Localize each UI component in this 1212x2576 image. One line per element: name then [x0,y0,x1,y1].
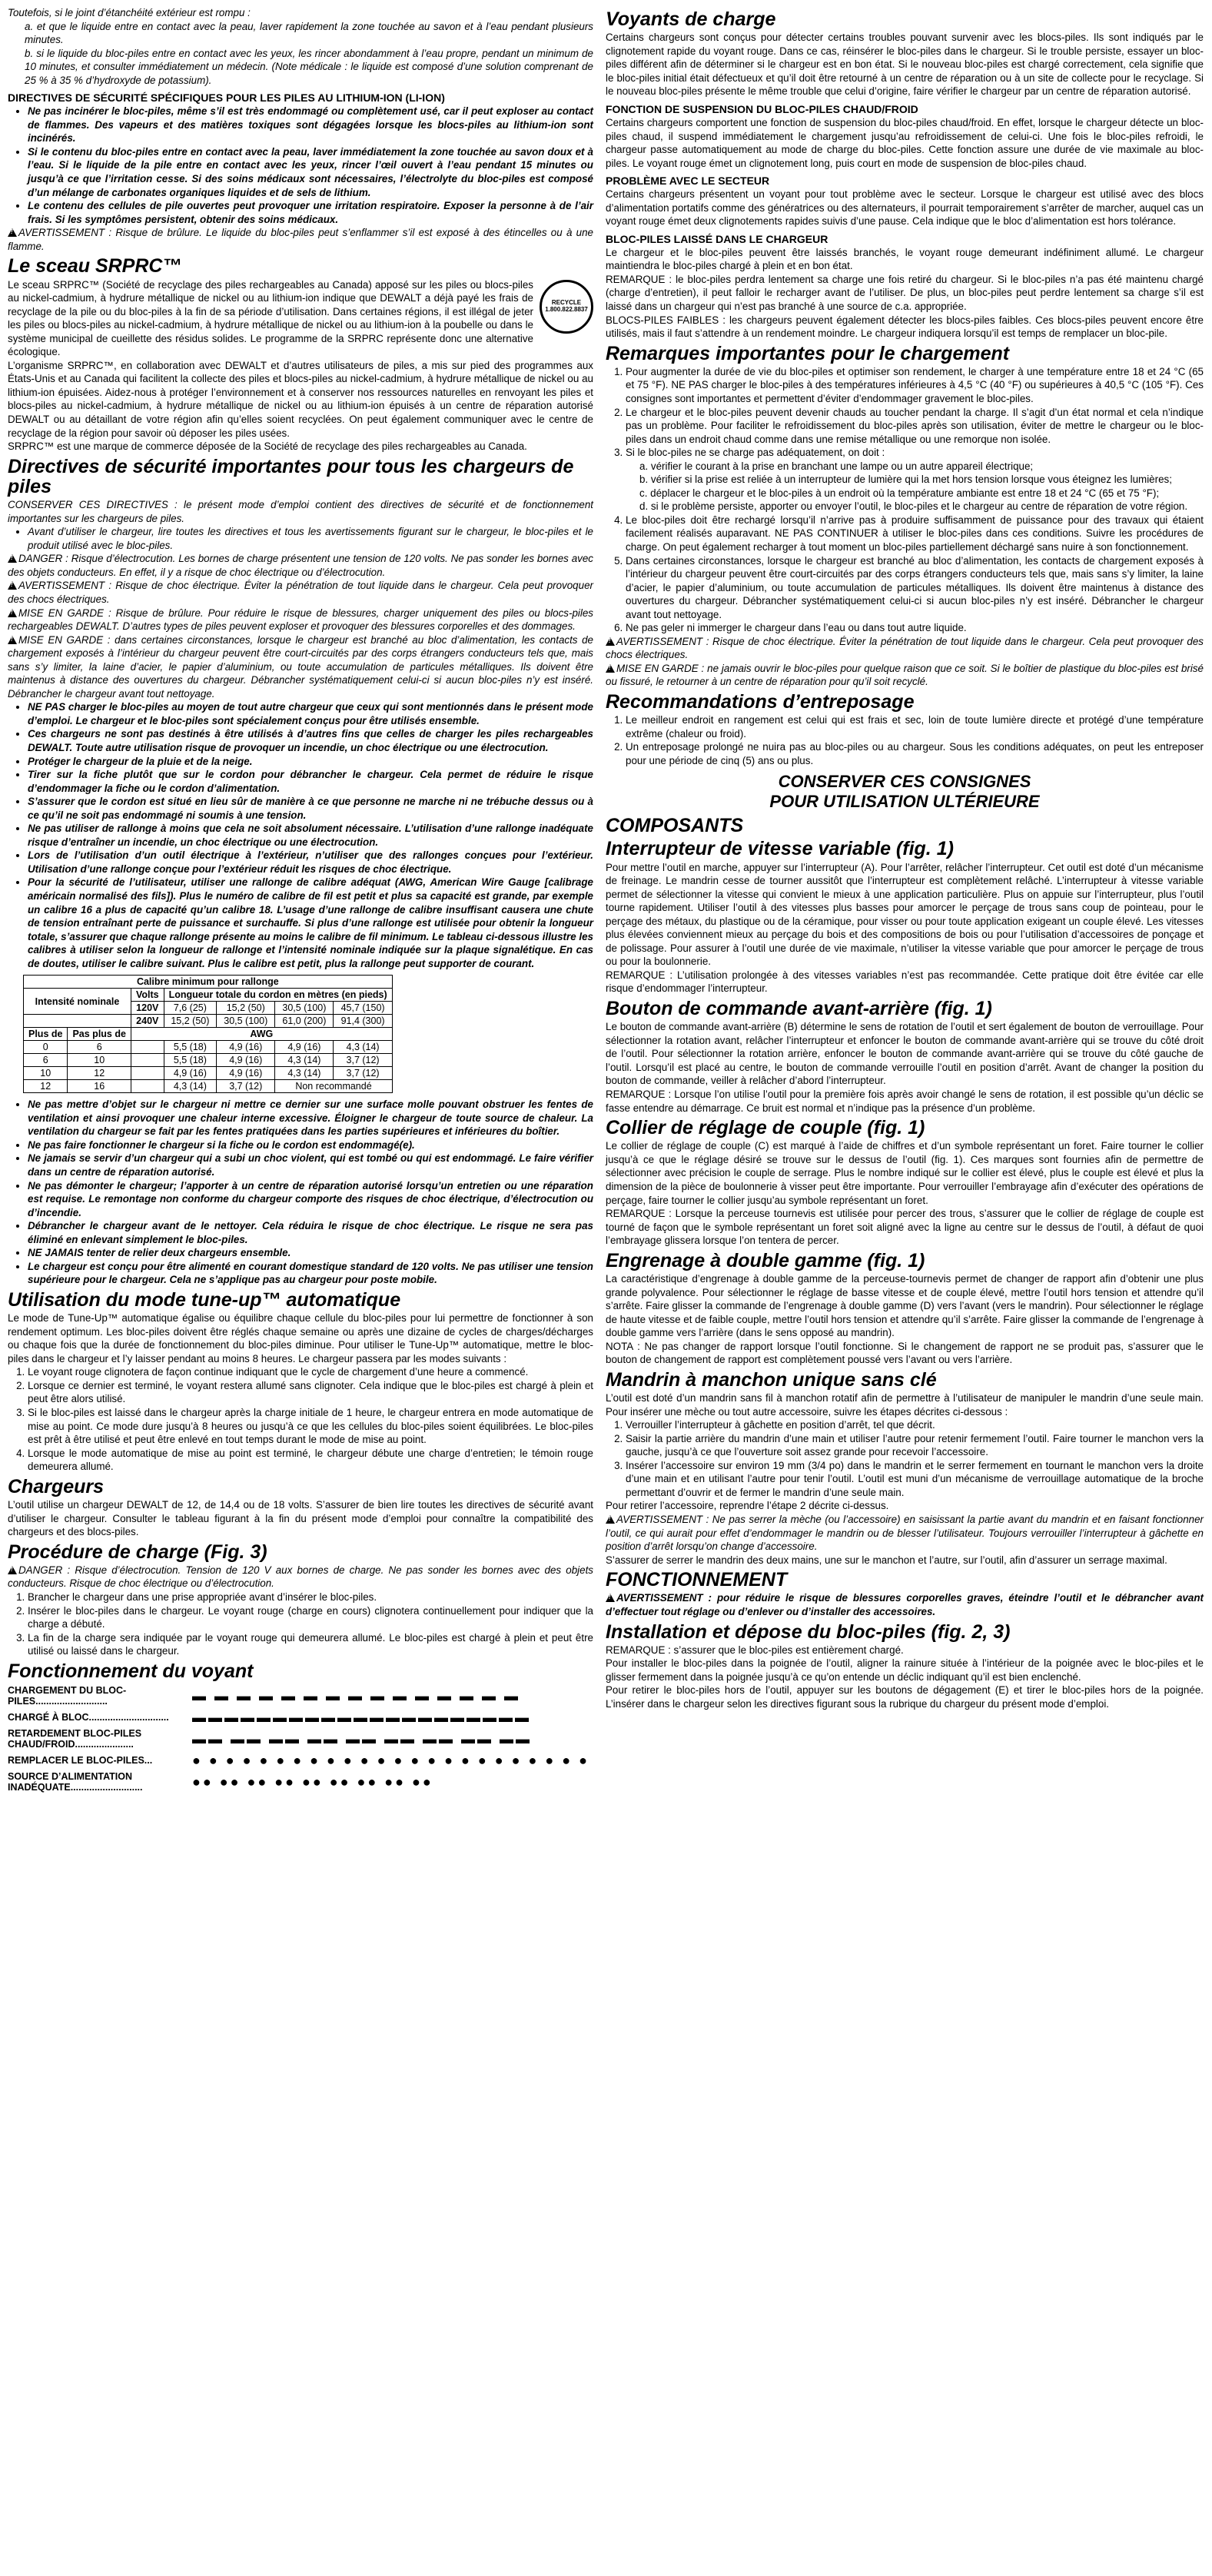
table-cell: 4,9 (16) [275,1041,334,1054]
table-cell: 5,5 (18) [164,1054,217,1067]
list-item: 2. Le chargeur et le bloc-piles peuvent devenir chauds au toucher pendant la charge. Il s’agit d’un état normal et cela n’indique pas un problème. Pour faciliter le refroidissement du bloc-piles après son utilisation, éviter de mettre le chargeur ou le bloc-piles dans un endroit chaud comme dans une remise métallique ou une remorque non isolée. [626,406,1204,447]
warning-text: AVERTISSEMENT : Risque de choc électrique. Éviter la pénétration de tout liquide dans le chargeur. Cela peut provoquer des chocs électriques. [8,580,593,605]
indicator-row [8,1750,593,1772]
warning-icon [8,581,17,590]
bouton-paragraph: Le bouton de commande avant-arrière (B) détermine le sens de rotation de l’outil et sert également de bouton de verrouillage. Pour sélectionner la rotation avant, relâcher l’interrupteur et enfoncer le bouton de commande avant-arrière qui se trouve du côté droit de l’outil. Pour sélectionner la rotation arrière, enfoncer le bouton de commande avant-arrière qui se trouve du côté gauche de l’outil. Lorsqu’il est placé au centre, le bouton de commande verrouille l’outil en position d’arrêt. Avant de changer la position du bouton de commande, veiller à relâcher d’abord l’interrupteur. [606,1021,1204,1087]
table-cell: 6 [24,1054,68,1067]
table-header: Intensité nominale [24,989,131,1015]
indicator-heading: Fonctionnement du voyant [8,1660,254,1682]
indicator-row [8,1729,593,1750]
danger-text: DANGER : Risque d’électrocution. Tension de 120 V aux bornes de charge. Ne pas sonder les bornes avec des objets conducteurs. Risque de choc électrique ou d’électrocution. [8,1564,593,1590]
interrupteur-paragraph: Pour mettre l’outil en marche, appuyer sur l’interrupteur (A). Pour l’arrêter, relâcher l’interrupteur. Cet outil est doté d’un mécanisme de freinage. Le mandrin cesse de tourner aussitôt que l’interrupteur est complètement relâché. L’interrupteur à vitesse variable permet de sélectionner la vitesse qui convient le mieux à une application particulière. Plus on appuie sur l’interrupteur, plus l’outil tourne rapidement. Utiliser l’outil à des vitesses plus basses pour amorcer le perçage de trous sans coup de pointeau, pour le perçage des métaux, du plastique ou de la céramique, pour visser ou pour toute application exigeant un couple élevé. Les vitesses plus élevées conviennent mieux au perçage du bois et des compositions de bois ou pour l’utilisation d’accessoires de ponçage et de polissage. Pour assurer à l’outil une durée de vie maximale, n’utiliser la vitesse variable que pour amorcer le perçage de trous ou pour la boulonnerie. [606,861,1204,968]
mandrin-heading: Mandrin à manchon unique sans clé [606,1368,937,1391]
tuneup-heading: Utilisation du mode tune-up™ automatique [8,1288,401,1311]
installation-paragraph: Pour installer le bloc-piles dans la poignée de l’outil, aligner la rainure située à l’intérieur de la poignée avec le bloc-piles et le glisser fermement dans la poignée jusqu’à ce qu’on entende un déclic indiquant qu’il est bien enclenché. [606,1657,1204,1683]
mandrin-steps [606,1418,1204,1499]
warning-icon [8,228,17,237]
liion-heading: DIRECTIVES DE SÉCURITÉ SPÉCIFIQUES POUR LES PILES AU LITHIUM-ION (LI-ION) [8,91,445,105]
table-cell: 15,2 (50) [217,1002,275,1015]
chargers-heading: Directives de sécurité importantes pour tous les chargeurs de piles [8,455,574,497]
installation-paragraph: Pour retirer le bloc-piles hors de l’outil, appuyer sur les boutons de dégagement (E) et tirer le bloc-piles hors de la poignée. L’insérer dans le chargeur selon les directives figurant sous la rubrique du chargeur du présent mode d’emploi. [606,1684,1204,1710]
table-cell: 4,3 (14) [275,1054,334,1067]
table-cell: 5,5 (18) [164,1041,217,1054]
rule-item: • Pour la sécurité de l’utilisateur, utiliser une rallonge de calibre adéquat (AWG, American Wire Gauge [calibrage américain normalisé des fils]). Plus le numéro de calibre de fil est petit et plus sa capacité est grande, par exemple un calibre 16 a plus de capacité qu’un calibre 18. L’usage d’une rallonge de calibre insuffisant causera une chute de tension entraînant perte de puissance et surchauffe. Si plus d’une rallonge est utilisée pour obtenir la longueur totale, s’assurer que chaque rallonge présente au moins le calibre de fil minimum. Le tableau ci-dessous illustre les calibres à utiliser selon la longueur de rallonge et l’intensité nominale indiquée sur la plaque signalétique. En cas de doutes, utiliser le calibre suivant. Plus le calibre est petit, plus la rallonge peut supporter de courant. [28,876,593,970]
table-cell: 10 [24,1067,68,1080]
conserve-banner [606,772,1204,811]
list-item: 3. La fin de la charge sera indiquée par le voyant rouge qui demeurera allumé. Le bloc-piles est chargé à plein et peut être utilisé ou laissé dans le chargeur. [28,1631,593,1658]
laisse-remark: REMARQUE : le bloc-piles perdra lentement sa charge une fois retiré du chargeur. Si le bloc-piles n’a pas été maintenu chargé (charge d’entretien), il peut falloir le recharger avant de l’utiliser. De plus, un bloc-piles peut perdre lentement sa charge s’il est laissé dans un chargeur qui n’est pas branché à une source de c.a. appropriée. [606,273,1204,312]
table-cell: 10 [68,1054,131,1067]
indicator-row [8,1686,593,1707]
srprc-paragraph: SRPRC™ est une marque de commerce déposée de la Société de recyclage des piles rechargeables au Canada. [8,440,527,453]
blink-pattern: ●● ●● ●● ●● ●● ●● ●● ●● ●● [192,1774,433,1790]
chargers-bullet: • Avant d’utiliser le chargeur, lire toutes les directives et tous les avertissements figurant sur le chargeur, le bloc-piles et le produit utilisé avec le bloc-piles. [28,525,593,552]
engrenage-paragraph: La caractéristique d’engrenage à double gamme de la perceuse-tournevis permet de changer de rapport afin d’obtenir une plus grande polyvalence. Pour sélectionner le réglage de basse vitesse et de couple élevé, mettre l’outil hors tension et attendre qu’il s’arrête. Faire glisser la commande de l’engrenage à double gamme (D) vers l’avant (vers le mandrin). Pour sélectionner le réglage de haute vitesse et de faible couple, mettre l’outil hors tension et attendre qu’il s’arrête. Faire glisser la commande de l’engrenage à double gamme vers l’arrière (dans le sens opposé au mandrin). [606,1272,1204,1339]
bouton-remark: REMARQUE : Lorsque l’on utilise l’outil pour la première fois après avoir changé le sens de rotation, il est possible qu’un déclic se fasse entendre au démarrage. Ce bruit est normal et n’indique pas la présence d’un problème. [606,1089,1204,1114]
storage-list [606,713,1204,767]
table-cell: 3,7 (12) [334,1054,392,1067]
interrupteur-heading: Interrupteur de vitesse variable (fig. 1) [606,838,954,860]
indicator-label: CHARGEMENT DU BLOC-PILES........................... [8,1685,127,1707]
remarques-list-2 [606,514,1204,635]
blink-pattern: ▬ ▬ ▬ ▬ ▬ ▬ ▬ ▬ ▬ ▬ ▬ ▬ ▬ ▬ ▬ [192,1688,521,1704]
table-cell: 3,7 (12) [334,1067,392,1080]
list-item: 1. Brancher le chargeur dans une prise appropriée avant d’insérer le bloc-piles. [28,1590,593,1604]
collier-heading: Collier de réglage de couple (fig. 1) [606,1117,925,1139]
fonctionnement-heading: FONCTIONNEMENT [606,1569,788,1591]
tuneup-paragraph: Le mode de Tune-Up™ automatique égalise ou équilibre chaque cellule du bloc-piles pour lui permettre de fonctionner à son rendement optimum. Les bloc-piles doivent être réglés chaque semaine ou après une dizaine de cycles de charges/décharges ou chaque fois que la durée de fonctionnement du bloc-piles diminue. Pour utiliser le Tune-Up™ automatique, mettre le bloc-piles dans le chargeur et l’y laisser pendant au moins 8 heures. Le chargeur passera par les modes suivants : [8,1312,593,1364]
list-item: 2. Insérer le bloc-piles dans le chargeur. Le voyant rouge (charge en cours) clignotera continuellement pour indiquer que la charge a débuté. [28,1604,593,1631]
table-cell: 4,3 (14) [334,1041,392,1054]
rule-item: • Lors de l’utilisation d’un outil électrique à l’extérieur, n’utiliser que des rallonges conçues pour l’extérieur. Utilisation d’une rallonge conçue pour l’extérieur réduit les risques de choc électrique. [28,849,593,876]
rule-item: • NE JAMAIS tenter de relier deux chargeurs ensemble. [28,1246,593,1260]
rule-item: • Le chargeur est conçu pour être alimenté en courant domestique standard de 120 volts. Ne pas utiliser une tension supérieure pour le chargeur. Cela ne s’applique pas au chargeur pour poste mobile. [28,1260,593,1287]
table-cell: 30,5 (100) [275,1002,334,1015]
procedure-heading: Procédure de charge (Fig. 3) [8,1541,267,1563]
composants-heading: COMPOSANTS [606,815,744,837]
intro-item-b: b. si le liquide du bloc-piles entre en contact avec les yeux, les rincer abondamment à l’eau propre, pendant un minimum de 10 minutes, et consulter immédiatement un médecin. (Note médicale : le liquide est composé d’une solution comprenant de 25 % à 35 % d’hydroxyde de potassium). [25,47,593,86]
table-header: Volts [131,989,164,1002]
table-cell: 7,6 (25) [164,1002,217,1015]
caution-text: MISE EN GARDE : dans certaines circonstances, lorsque le chargeur est branché au bloc d’alimentation, les contacts de chargement exposés à l’intérieur du chargeur peuvent être court-circuités par des corps étrangers conducteurs tels que, mais sans s’y limiter, la laine d’acier, le papier d’aluminium, ou toute accumulation de particules métalliques. Ils doivent être maintenus à distance des ouvertures du chargeur. Débrancher systématiquement celui-ci si aucun bloc-piles n’y est inséré. Débrancher le chargeur avant tout nettoyage. [8,633,593,700]
warning-icon [8,609,17,617]
list-item: 4. Lorsque le mode automatique de mise au point est terminé, le chargeur débute une charge d’entretien; le témoin rouge demeurera allumé. [28,1447,593,1474]
secteur-paragraph: Certains chargeurs présentent un voyant pour tout problème avec le secteur. Lorsque le chargeur est utilisé avec des blocs d’alimentation portatifs comme des génératrices ou des alternateurs, il pourrait temporairement s’arrêter de marcher, auquel cas un voyant rouge émet deux clignotements rapides suivis d’une pause. Cela indique que le bloc d’alimentation est hors tolérance. [606,188,1204,228]
mandrin-paragraph: L’outil est doté d’un mandrin sans fil à manchon rotatif afin de permettre à l’utilisateur de manipuler le mandrin d’une seule main. Pour insérer une mèche ou tout autre accessoire, suivre les étapes décrites ci-dessous : [606,1392,1204,1418]
rule-item: • Tirer sur la fiche plutôt que sur le cordon pour débrancher le chargeur. Cela permet de réduire le risque d’endommager la fiche ou le cordon d’alimentation. [28,768,593,795]
intro-line: Toutefois, si le joint d’étanchéité extérieur est rompu : [8,7,251,18]
rule-item: • S’assurer que le cordon est situé en lieu sûr de manière à ce que personne ne marche ni ne trébuche dessus ou à ce qu’il ne soit pas endommagé ni soumis à une tension. [28,795,593,822]
suspension-heading: FONCTION DE SUSPENSION DU BLOC-PILES CHAUD/FROID [606,102,918,115]
indicator-label: REMPLACER LE BLOC-PILES... [8,1755,153,1767]
list-item: 3. Insérer l’accessoire sur environ 19 mm (3/4 po) dans le mandrin et le serrer fermement en tournant le manchon vers la droite d’une main et en utilisant l’autre pour tenir l’outil. L’outil est muni d’un mécanisme de verrouillage automatique de la broche permettant d’ouvrir et de fermer le mandrin d’une seule main. [626,1459,1204,1500]
srprc-heading: Le sceau SRPRC™ [8,255,182,278]
indicator-label: CHARGÉ À BLOC.............................. [8,1712,169,1723]
chargeurs-heading: Chargeurs [8,1475,105,1497]
table-cell: 91,4 (300) [334,1015,392,1028]
engrenage-note: NOTA : Ne pas changer de rapport lorsque l’outil fonctionne. Si le changement de rapport ne se produit pas, s’assurer que le bouton de changement de rapport est complètement poussé vers l’avant ou vers l’arrière. [606,1340,1204,1366]
conserve-line: CONSERVER CES CONSIGNES [778,772,1031,792]
rule-item: • Ne jamais se servir d’un chargeur qui a subi un choc violent, qui est tombé ou qui est endommagé. Le faire vérifier dans un centre de réparation autorisé. [28,1152,593,1178]
blink-pattern: ● ● ● ● ● ● ● ● ● ● ● ● ● ● ● ● ● ● ● ● ● ● ● ● [192,1753,589,1769]
recycle-seal-icon [540,280,593,334]
list-item: 1. Pour augmenter la durée de vie du bloc-piles et optimiser son rendement, le charger à une température entre 18 et 24 °C (65 et 75 °F). NE PAS charger le bloc-piles à des températures inférieures à 4,5 °C (40 °F) ou supérieures à 40,5 °C (105 °F). Ces consignes sont importantes et permettent d’éviter d’endommager gravement le bloc-piles. [626,365,1204,406]
list-item: c. déplacer le chargeur et le bloc-piles à un endroit où la température ambiante est entre 18 et 24 °C (65 et 75 °F); [639,487,1160,499]
collier-remark: REMARQUE : Lorsque la perceuse tournevis est utilisée pour percer des trous, s’assurer que le collier de réglage de couple est tourné de façon que le symbole représentant un foret soit aligné avec la ligne au centre sur le dessus de l’outil, à défaut de quoi l’embrayage glissera lorsque l’on tentera de percer. [606,1208,1204,1247]
list-item: 4. Le bloc-piles doit être rechargé lorsqu’il n’arrive pas à produire suffisamment de puissance pour des travaux qui étaient facilement réalisés auparavant. NE PAS CONTINUER à utiliser le bloc-piles dans ces conditions. Suivre les procédures de charge. On peut également recharger à tout moment un bloc-piles partiellement déchargé sans nuire à son fonctionnement. [626,514,1204,554]
intro-item-a: a. et que le liquide entre en contact avec la peau, laver rapidement la zone touchée au savon et à l’eau pendant plusieurs minutes. [25,20,593,46]
table-cell: 16 [68,1080,131,1093]
list-item: 5. Dans certaines circonstances, lorsque le chargeur est branché au bloc d’alimentation, les contacts de chargement exposés à l’intérieur du chargeur peuvent être court-circuités par des corps étrangers conducteurs tels que, mais sans s’y limiter, la laine d’acier, le papier d’aluminium, ou toute accumulation de particules métalliques. Ils doivent être maintenus à distance des ouvertures du chargeur. Débrancher systématiquement celui-ci si aucun bloc-piles n’y est inséré. Débrancher le chargeur avant tout nettoyage. [626,554,1204,622]
table-row [24,1041,393,1054]
table-cell: 240V [131,1015,164,1028]
laisse-paragraph: Le chargeur et le bloc-piles peuvent être laissés branchés, le voyant rouge demeurant indéfiniment allumé. Le chargeur maintiendra le bloc-piles chargé à plein et en bon état. [606,246,1204,272]
voyants-heading: Voyants de charge [606,8,776,30]
table-cell: 45,7 (150) [334,1002,392,1015]
blink-pattern: ▬▬ ▬▬ ▬▬ ▬▬ ▬▬ ▬▬ ▬▬ ▬▬ ▬▬ [192,1731,533,1747]
chargeurs-paragraph: L’outil utilise un chargeur DEWALT de 12, de 14,4 ou de 18 volts. S’assurer de bien lire toutes les directives de sécurité avant d’utiliser le chargeur. Consulter le tableau figurant à la fin du présent mode d’emploi pour connaître la compatibilité des chargeurs et des blocs-piles. [8,1499,593,1538]
table-cell: 15,2 (50) [164,1015,217,1028]
mandrin-last: S’assurer de serrer le mandrin des deux mains, une sur le manchon et l’autre, sur l’outil, afin d’assurer un serrage maximal. [606,1554,1167,1566]
table-row [24,1054,393,1067]
table-cell: 4,9 (16) [164,1067,217,1080]
list-item: 2. Saisir la partie arrière du mandrin d’une main et utiliser l’autre pour retenir fermement l’outil. Faire tourner le manchon vers la gauche, jusqu’à ce que l’ouverture soit assez grande pour recevoir l’accessoire. [626,1432,1204,1459]
table-row [24,1067,393,1080]
rule-item: • Ne pas mettre d’objet sur le chargeur ni mettre ce dernier sur une surface molle pouvant obstruer les fentes de ventilation et ainsi provoquer une chaleur interne excessive. Éloigner le chargeur de toute source de chaleur. La ventilation du chargeur se fait par les fentes pratiquées dans les parties supérieures et inférieures du boîtier. [28,1098,593,1138]
interrupteur-remark: REMARQUE : L’utilisation prolongée à des vitesses variables n’est pas recommandée. Cette pratique doit être évitée car elle risque d’endommager l’interrupteur. [606,969,1204,995]
liion-item: • Ne pas incinérer le bloc-piles, même s’il est très endommagé ou complètement usé, car il peut exploser au contact de flammes. Des vapeurs et des matières toxiques sont dégagées lorsque les blocs-piles au lithium-ion sont incinérés. [28,105,593,145]
remarques-sublist [606,460,1204,514]
conserve-line: POUR UTILISATION ULTÉRIEURE [769,791,1040,811]
mandrin-retirer: Pour retirer l’accessoire, reprendre l’étape 2 décrite ci-dessus. [606,1500,889,1512]
table-row [24,1080,393,1093]
warning-icon [606,1515,615,1524]
indicator-row [8,1707,593,1729]
warning-icon [606,637,615,646]
indicator-label: RETARDEMENT BLOC-PILES CHAUD/FROID...................... [8,1728,142,1750]
liion-warning: AVERTISSEMENT : Risque de brûlure. Le liquide du bloc-piles peut s’enflammer s’il est exposé à des étincelles ou à une flamme. [8,227,593,252]
warning-icon [8,636,17,644]
indicator-label: SOURCE D’ALIMENTATION INADÉQUATE........................... [8,1771,143,1793]
warning-text: AVERTISSEMENT : Risque de choc électrique. Éviter la pénétration de tout liquide dans le chargeur. Cela peut provoquer des chocs électriques. [606,635,1204,661]
secteur-heading: PROBLÈME AVEC LE SECTEUR [606,175,770,188]
srprc-paragraph: Le sceau SRPRC™ (Société de recyclage des piles rechargeables au Canada) apposé sur les piles ou blocs-piles au nickel-cadmium, à hydrure métallique de nickel ou au lithium-ion indique que DEWALT a déjà payé les frais de recyclage de la pile ou du bloc-piles à la fin de sa période d’utilisation. Dans certaines régions, il est illégal de jeter les piles ou blocs-piles au nickel-cadmium, à hydrure métallique de nickel ou au lithium-ion à la poubelle ou dans le système municipal de cueillette des résidus solides. Le programme de la SRPRC représente donc une alternative écologique. [8,278,533,358]
warning-icon [8,554,17,563]
installation-heading: Installation et dépose du bloc-piles (fig. 2, 3) [606,1620,1011,1643]
laisse-heading: BLOC-PILES LAISSÉ DANS LE CHARGEUR [606,232,828,245]
procedure-steps [8,1590,593,1658]
list-item: 1. Le voyant rouge clignotera de façon continue indiquant que le cycle de chargement d’une heure a commencé. [28,1365,593,1379]
liion-item: • Le contenu des cellules de pile ouvertes peut provoquer une irritation respiratoire. Exposer la personne à de l’air frais. Si les symptômes persistent, obtenir des soins médicaux. [28,199,593,226]
warning-icon [606,664,615,673]
table-cell: 61,0 (200) [275,1015,334,1028]
blink-pattern: ▬▬▬▬▬▬▬▬▬▬▬▬▬▬▬▬▬▬▬▬▬ [192,1710,531,1726]
tuneup-steps [8,1365,593,1473]
liion-item: • Si le contenu du bloc-piles entre en contact avec la peau, laver immédiatement la zone touchée au savon doux et à l’eau. Si le liquide de la pile entre en contact avec les yeux, rincer l’œil ouvert à l’eau pendant 15 minutes ou jusqu’à ce que l’irritation cesse. Si des soins médicaux sont nécessaires, l’électrolyte du bloc-piles est composé d’un mélange de carbonates organiques liquides et de sels de lithium. [28,145,593,199]
chargers-intro: CONSERVER CES DIRECTIVES : le présent mode d’emploi contient des directives de sécurité et de fonctionnement importantes sur les chargeurs de piles. [8,499,593,524]
left-column [8,6,593,1793]
suspension-paragraph: Certains chargeurs comportent une fonction de suspension du bloc-piles chaud/froid. En effet, lorsque le chargeur détecte un bloc-piles chaud, il suspend immédiatement le chargement jusqu’au refroidissement de celui-ci. Une fois le bloc-piles refroidi, le chargeur passe automatiquement au mode de charge du bloc-piles. Cette fonction assure une durée de vie maximale au bloc-piles. Le voyant rouge émet un clignotement long, puis court en mode de suspension de bloc-piles chaud. [606,116,1204,169]
charger-rules-list-2 [8,1098,593,1287]
list-item: 2. Un entreposage prolongé ne nuira pas au bloc-piles ou au chargeur. Sous les conditions adéquates, on peut les entreposer pour une période de cinq (5) ans ou plus. [626,740,1204,767]
list-item: b. vérifier si la prise est reliée à un interrupteur de lumière qui la met hors tension lorsque vous éteignez les lumières; [639,474,1172,486]
table-cell: 0 [24,1041,68,1054]
indicator-row [8,1772,593,1793]
danger-text: DANGER : Risque d’électrocution. Les bornes de charge présentent une tension de 120 volts. Ne pas sonder les bornes avec des objets conducteurs. En effet, il y a risque de choc électrique ou d’électrocution. [8,553,593,578]
srprc-paragraph: L’organisme SRPRC™, en collaboration avec DEWALT et d’autres utilisateurs de piles, a mis sur pied des programmes aux États-Unis et au Canada qui facilitent la collecte des piles et blocs-piles au nickel-cadmium, à hydrure métallique de nickel ou au lithium-ion épuisées. Aidez-nous à protéger l’environnement et à conserver nos ressources naturelles en renvoyant les piles et blocs-piles au nickel-cadmium, à hydrure métallique de nickel ou au lithium-ion épuisés à un centre de réparation autorisé DEWALT ou au détaillant de votre région afin qu’elles soient recyclées. On peut également communiquer avec le centre de recyclage de la région pour savoir où déposer les piles usées. [8,359,593,439]
table-cell: 4,9 (16) [217,1054,275,1067]
table-cell: 120V [131,1002,164,1015]
list-item: d. si le problème persiste, apporter ou envoyer l’outil, le bloc-piles et le chargeur au centre de réparation de votre région. [639,500,1188,513]
remarques-list [606,365,1204,460]
table-title: Calibre minimum pour rallonge [24,976,393,989]
table-cell: 30,5 (100) [217,1015,275,1028]
table-cell: 4,3 (14) [275,1067,334,1080]
liion-list [8,105,593,226]
list-item: 3. Si le bloc-piles ne se charge pas adéquatement, on doit : [626,446,1204,460]
table-cell: 12 [24,1080,68,1093]
bouton-heading: Bouton de commande avant-arrière (fig. 1) [606,998,992,1020]
list-item: 2. Lorsque ce dernier est terminé, le voyant restera allumé sans clignoter. Cela indique que le bloc-piles est chargé à plein et peut être alors utilisé. [28,1379,593,1406]
list-item: a. vérifier le courant à la prise en branchant une lampe ou un autre appareil électrique; [639,460,1034,472]
table-header: AWG [131,1028,392,1041]
rule-item: • Débrancher le chargeur avant de le nettoyer. Cela réduira le risque de choc électrique. Le risque ne sera pas éliminé en enlevant simplement le bloc-piles. [28,1219,593,1246]
table-header: Longueur totale du cordon en mètres (en pieds) [164,989,392,1002]
caution-text: MISE EN GARDE : Risque de brûlure. Pour réduire le risque de blessures, charger uniquement des piles ou blocs-piles rechargeables DEWALT. D’autres types de piles peuvent exploser et provoquer des blessures corporelles et des dommages. [8,607,593,633]
faibles-paragraph: BLOCS-PILES FAIBLES : les chargeurs peuvent également détecter les blocs-piles faibles. Ces blocs-piles peuvent encore être utilisés, mais il faut s’attendre à un rendement moindre. Le chargeur indiquera lorsqu’il est temps de remplacer un bloc-pile. [606,314,1204,340]
list-item: 1. Verrouiller l’interrupteur à gâchette en position d’arrêt, tel que décrit. [626,1418,1204,1432]
remarques-heading: Remarques importantes pour le chargement [606,342,1010,364]
warning-text: AVERTISSEMENT : Ne pas serrer la mèche (ou l’accessoire) en saisissant la partie avant du mandrin et en faisant fonctionner l’outil, ce qui aurait pour effet d’endommager le mandrin ou de blesser l’utilisateur. Toujours verrouiller l’interrupteur à gâchette en position d’arrêt lorsqu’on change d’accessoire. [606,1513,1204,1553]
list-item: 3. Si le bloc-piles est laissé dans le chargeur après la charge initiale de 1 heure, le chargeur entrera en mode automatique de mise au point. Ce mode dure jusqu’à 8 heures ou jusqu’à ce que les cellules du bloc-piles soient équilibrées. Le bloc-piles est prêt à être utilisé et peut être enlevé en tout temps durant le mode de mise au point. [28,1406,593,1447]
installation-remark: REMARQUE : s’assurer que le bloc-piles est entièrement chargé. [606,1644,904,1656]
extension-cord-table [23,975,393,1093]
voyants-paragraph: Certains chargeurs sont conçus pour détecter certains troubles pouvant survenir avec les blocs-piles. Ils sont indiqués par le clignotement rapide du voyant rouge. Dans ce cas, réinsérer le bloc-piles dans le chargeur. Si le trouble persiste, essayer un bloc-piles différent afin de déterminer si le chargeur est en bon état. Si le nouveau bloc-piles est chargé correctement, cela signifie que le bloc-piles initial était défectueux et qu’il doit être retourné à un centre de réparation ou à un site de collecte pour le recyclage. Si le nouveau bloc-piles présente le même trouble que celui d’origine, faire vérifier le chargeur par un centre de réparation autorisé. [606,32,1204,98]
warning-text: AVERTISSEMENT : pour réduire le risque de blessures corporelles graves, éteindre l’outil et le débrancher avant d’effectuer tout réglage ou d’enlever ou d’installer des accessoires. [606,1592,1204,1617]
table-cell: 12 [68,1067,131,1080]
table-header: Pas plus de [68,1028,131,1041]
table-cell: 6 [68,1041,131,1054]
table-cell: Non recommandé [275,1080,392,1093]
table-header: Plus de [24,1028,68,1041]
rule-item: • Ne pas démonter le chargeur; l’apporter à un centre de réparation autorisé lorsqu’un entretien ou une réparation est requise. Le remontage non conforme du chargeur comporte des risques de choc électrique, d’électrocution ou d’incendie. [28,1179,593,1220]
table-cell: 3,7 (12) [217,1080,275,1093]
caution-text: MISE EN GARDE : ne jamais ouvrir le bloc-piles pour quelque raison que ce soit. Si le boîtier de plastique du bloc-piles est brisé ou fissuré, le retourner à un centre de réparation pour qu’il soit recyclé. [606,662,1204,688]
engrenage-heading: Engrenage à double gamme (fig. 1) [606,1249,925,1271]
charger-rules-list [8,700,593,970]
collier-paragraph: Le collier de réglage de couple (C) est marqué à l’aide de chiffres et d’un symbole représentant un foret. Faire tourner le collier jusqu’à ce que le réglage désiré se trouve sur le dessus de l’outil (fig. 1). Ces marques sont fournies afin de permettre de sélectionner avec précision le couple de serrage. Plus le nombre indiqué sur le collier est élevé, plus le couple est élevé et plus la dimension de la pièce de boulonnerie à visser peut être importante. Pour verrouiller l’embrayage afin d’exécuter des opérations de perçage, faire tourner le collier jusqu’au symbole représentant un foret. [606,1140,1204,1206]
rule-item: • Ne pas utiliser de rallonge à moins que cela ne soit absolument nécessaire. L’utilisation d’une rallonge inadéquate risque d’entraîner un incendie, un choc électrique ou une électrocution. [28,822,593,849]
table-cell: 4,9 (16) [217,1041,275,1054]
storage-heading: Recommandations d’entreposage [606,691,915,713]
list-item: 6. Ne pas geler ni immerger le chargeur dans l’eau ou dans tout autre liquide. [626,621,1204,635]
seal-text: RECYCLE 1.800.822.8837 [545,298,588,313]
warning-icon [8,1566,17,1574]
rule-item: • Ces chargeurs ne sont pas destinés à être utilisés à d’autres fins que celles de charger les piles rechargeables DEWALT. Toute autre utilisation risque de provoquer un incendie, un choc électrique ou une électrocution. [28,727,593,754]
table-cell: 4,3 (14) [164,1080,217,1093]
rule-item: • NE PAS charger le bloc-piles au moyen de tout autre chargeur que ceux qui sont mentionnés dans le présent mode d’emploi. Le chargeur et le bloc-piles sont spécialement conçus pour être utilisés ensemble. [28,700,593,727]
table-cell: 4,9 (16) [217,1067,275,1080]
list-item: 1. Le meilleur endroit en rangement est celui qui est frais et sec, loin de toute lumière directe et protégé d’une température extrême (chaleur ou froid). [626,713,1204,740]
right-column [606,6,1204,1710]
rule-item: • Protéger le chargeur de la pluie et de la neige. [28,755,593,769]
rule-item: • Ne pas faire fonctionner le chargeur si la fiche ou le cordon est endommagé(e). [28,1138,593,1152]
warning-icon [606,1594,615,1602]
indicator-legend [8,1686,593,1793]
